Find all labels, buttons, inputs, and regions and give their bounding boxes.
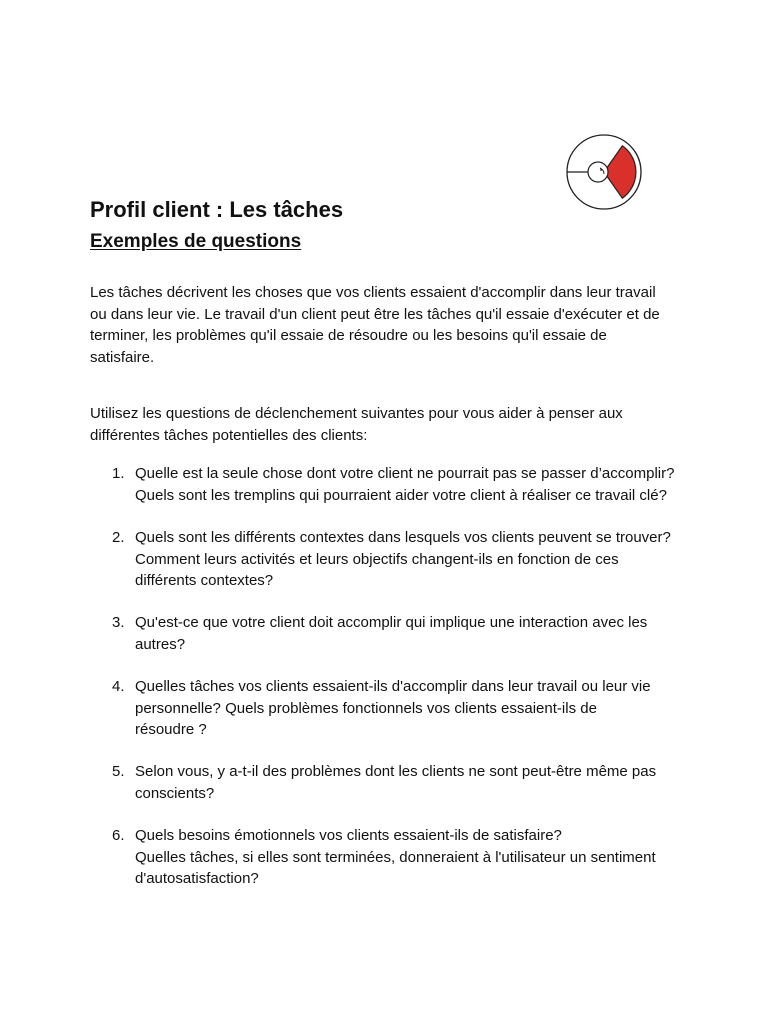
question-number: 3.: [112, 614, 125, 631]
prompt-paragraph: Utilisez les questions de déclenchement suivantes pour vous aider à penser aux différentes tâches potentielles des clients:: [90, 405, 623, 444]
page-title: Profil client : Les tâches: [90, 197, 344, 222]
question-number: 5.: [112, 763, 125, 780]
question-text: Selon vous, y a-t-il des problèmes dont les clients ne sont peut-être même pas conscients?: [135, 763, 657, 802]
question-text: Quels besoins émotionnels vos clients essaient-ils de satisfaire? Quelles tâches, si elles sont terminées, donneraient à l'utilisateur un sentiment d'autosatisfaction?: [135, 827, 656, 887]
question-number: 6.: [112, 827, 125, 844]
question-number: 1.: [112, 465, 125, 482]
question-number: 2.: [112, 529, 125, 546]
question-text: Quelle est la seule chose dont votre client ne pourrait pas se passer d’accomplir? Quels sont les tremplins qui pourraient aider votre client à réaliser ce travail clé?: [135, 465, 675, 504]
question-text: Quels sont les différents contextes dans lesquels vos clients peuvent se trouver? Comment leurs activités et leurs objectifs changent-ils en fonction de ces différents contextes?: [135, 529, 671, 589]
page-subtitle: Exemples de questions: [90, 231, 302, 252]
question-text: Quelles tâches vos clients essaient-ils d'accomplir dans leur travail ou leur vie personnelle? Quels problèmes fonctionnels vos clients essaient-ils de résoudre ?: [135, 678, 651, 738]
question-number: 4.: [112, 678, 125, 695]
question-text: Qu'est-ce que votre client doit accomplir qui implique une interaction avec les autres?: [135, 614, 648, 653]
intro-paragraph: Les tâches décrivent les choses que vos clients essaient d'accomplir dans leur travail ou dans leur vie. Le travail d'un client peut être les tâches qu'il essaie d'exécuter et de terminer, les problèmes qu'il essaie de résoudre ou les besoins qu'il essaie de satisfaire.: [90, 284, 660, 366]
